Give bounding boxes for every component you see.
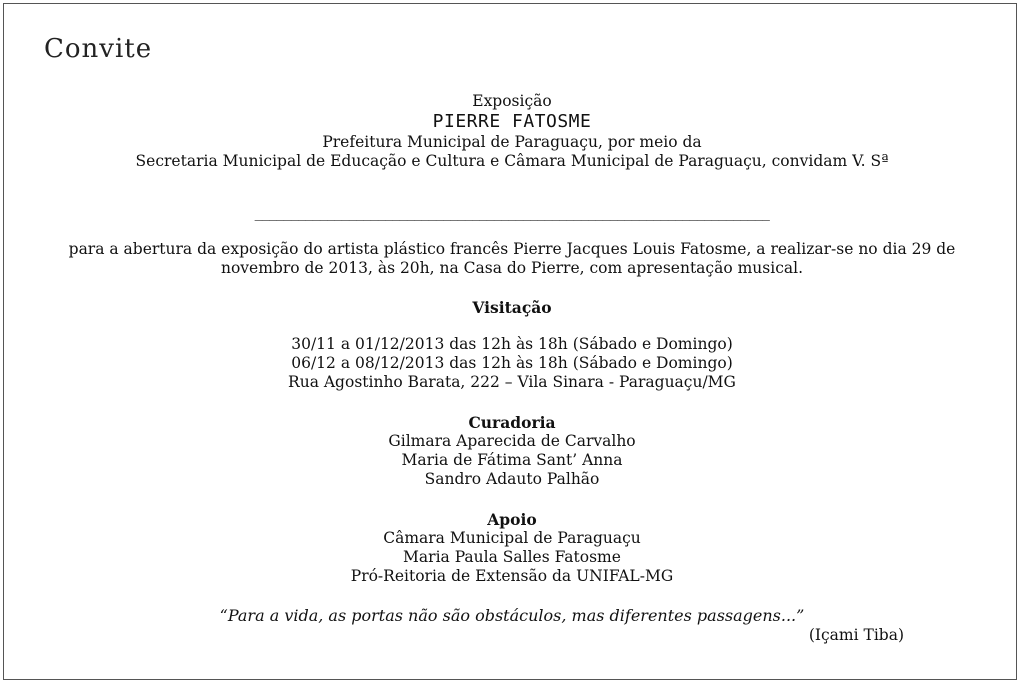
supporter-name: Câmara Municipal de Paraguaçu	[383, 529, 641, 547]
invitation-title: Convite	[44, 34, 153, 64]
dashed-divider: _______________________________________________________________________	[254, 203, 770, 221]
quote-author: (Içami Tiba)	[808, 626, 904, 644]
invitation-text	[0, 240, 1024, 278]
supporter-name: Pró-Reitoria de Extensão da UNIFAL-MG	[350, 567, 674, 585]
curator-name: Maria de Fátima Sant’ Anna	[401, 451, 623, 469]
curatorship-heading: Curadoria	[468, 413, 556, 432]
visitation-date-1: 30/11 a 01/12/2013 das 12h às 18h (Sábado e Domingo)	[291, 335, 733, 353]
support-section	[0, 510, 1024, 586]
exhibition-label: Exposição	[472, 92, 552, 110]
visitation-section	[0, 298, 1024, 392]
curator-name: Gilmara Aparecida de Carvalho	[388, 432, 636, 450]
organizer-line-2: Secretaria Municipal de Educação e Cultura e Câmara Municipal de Paraguaçu, convidam V. Sª	[135, 152, 889, 170]
visitation-address: Rua Agostinho Barata, 222 – Vila Sinara - Paraguaçu/MG	[288, 373, 736, 391]
invitation-line-2: novembro de 2013, às 20h, na Casa do Pierre, com apresentação musical.	[220, 259, 804, 277]
support-heading: Apoio	[487, 510, 537, 529]
visitation-heading: Visitação	[472, 298, 552, 317]
curator-name: Sandro Adauto Palhão	[424, 470, 600, 488]
supporter-name: Maria Paula Salles Fatosme	[403, 548, 621, 566]
invitation-line-1: para a abertura da exposição do artista plástico francês Pierre Jacques Louis Fatosme, a realizar-se no dia 29 de	[68, 240, 956, 258]
visitation-date-2: 06/12 a 08/12/2013 das 12h às 18h (Sábado e Domingo)	[291, 354, 733, 372]
exhibition-header	[0, 92, 1024, 171]
organizer-line-1: Prefeitura Municipal de Paraguaçu, por meio da	[322, 133, 702, 151]
curatorship-section	[0, 413, 1024, 489]
artist-name: PIERRE FATOSME	[432, 111, 592, 132]
closing-quote: “Para a vida, as portas não são obstáculos, mas diferentes passagens...”	[219, 606, 805, 625]
